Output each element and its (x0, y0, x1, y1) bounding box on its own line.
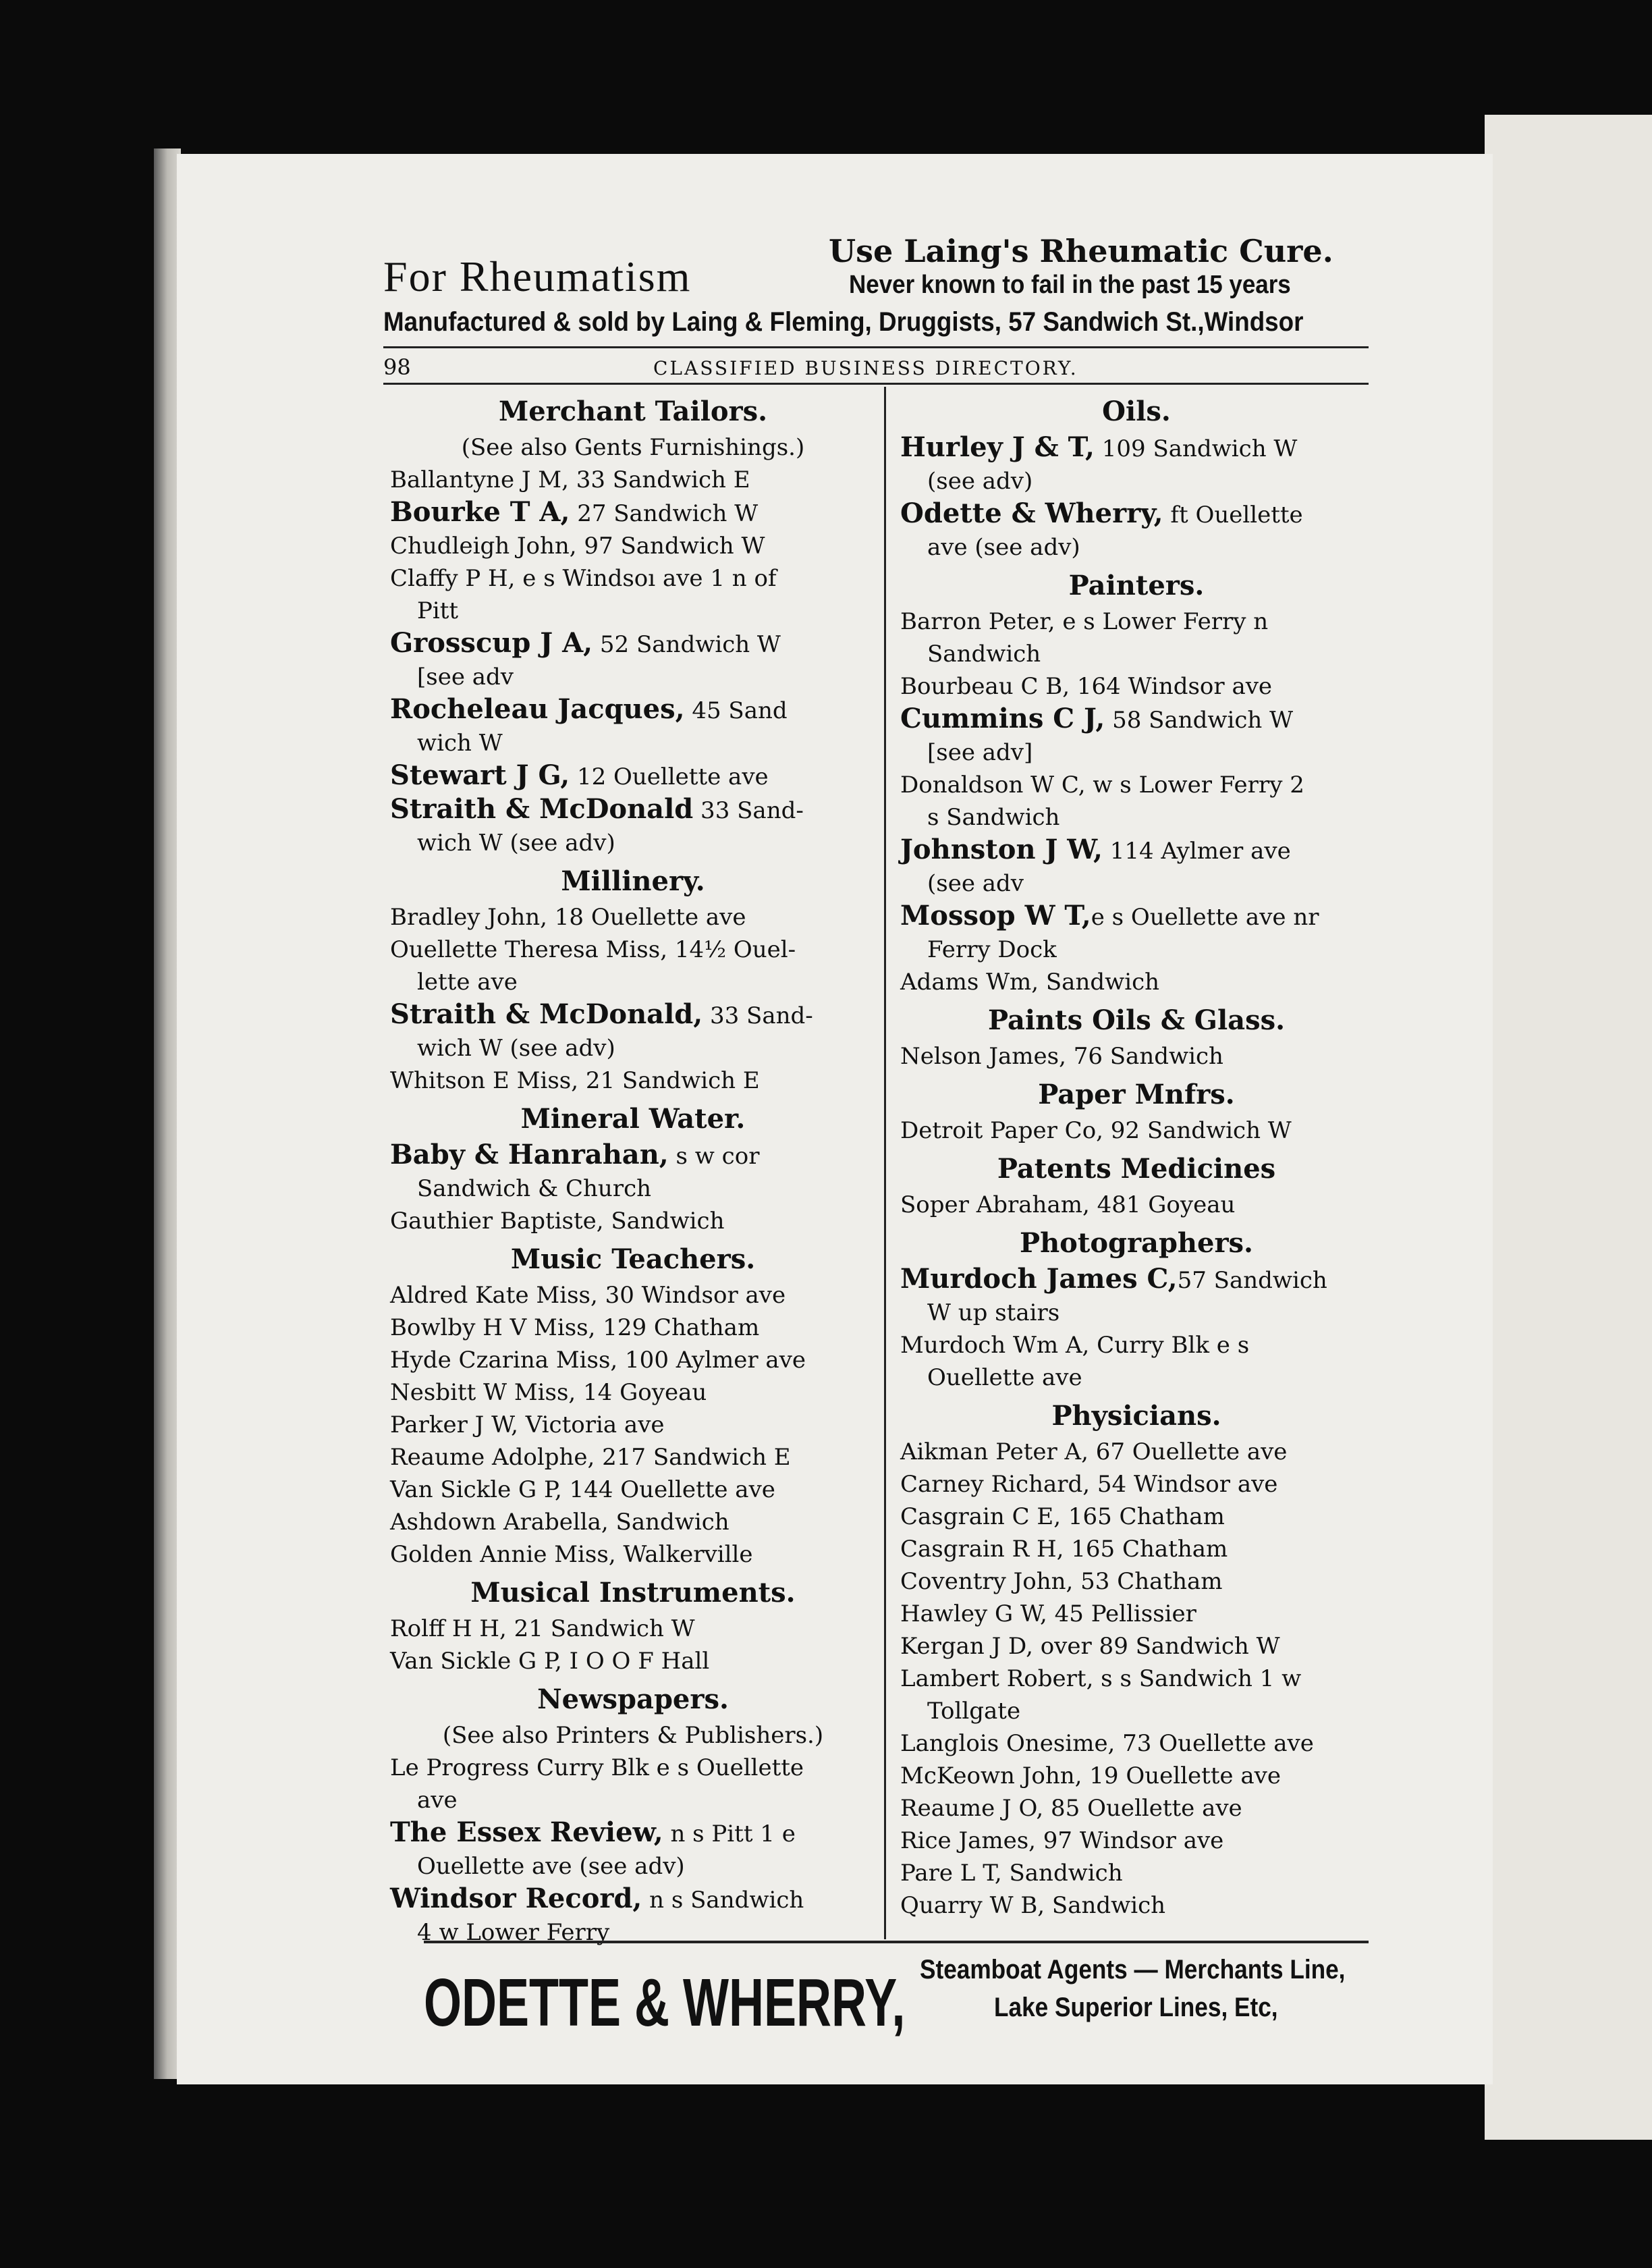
directory-entry: Bradley John, 18 Ouellette ave (390, 904, 746, 931)
ad-for-rheumatism: For Rheumatism (383, 252, 692, 300)
directory-entry (390, 562, 876, 627)
entry-address: 27 Sandwich W (570, 500, 759, 527)
entry-name: Hurley J & T, (900, 431, 1095, 463)
right-column (900, 389, 1373, 1922)
entry-continuation: s Sandwich (927, 804, 1060, 831)
ad-never-known: Never known to fail in the past 15 years (849, 271, 1291, 299)
ad-cure-headline: Use Laing's Rheumatic Cure. (829, 233, 1333, 269)
entry-continuation: [see adv (417, 664, 514, 691)
entry-continuation: wich W (see adv) (417, 830, 615, 857)
entry-name: The Essex Review, (390, 1816, 663, 1848)
entry-text: Lambert Robert, s s Sandwich 1 w (900, 1665, 1302, 1692)
directory-entry: Quarry W B, Sandwich (900, 1892, 1166, 1919)
directory-entry: Parker J W, Victoria ave (390, 1411, 665, 1438)
heading-merchant-tailors: Merchant Tailors. (498, 396, 768, 427)
entry-address: 114 Aylmer ave (1102, 838, 1291, 865)
page-header (383, 354, 1369, 384)
directory-entry (900, 497, 1373, 564)
entry-text: Le Progress Curry Blk e s Ouellette (390, 1754, 804, 1781)
directory-entry (390, 934, 876, 998)
footer-ad-rule (424, 1941, 1369, 1943)
heading-mineral-water: Mineral Water. (520, 1103, 746, 1135)
directory-entry: Van Sickle G P, I O O F Hall (390, 1648, 710, 1675)
heading-musical-instruments: Musical Instruments. (470, 1577, 796, 1609)
directory-entry (900, 1663, 1373, 1727)
see-also-note: (See also Gents Furnishings.) (461, 434, 805, 461)
entry-name: Windsor Record, (390, 1883, 642, 1914)
directory-entry (900, 1263, 1373, 1329)
entry-address: 109 Sandwich W (1094, 435, 1298, 462)
directory-entry (900, 769, 1373, 834)
directory-entry: Detroit Paper Co, 92 Sandwich W (900, 1117, 1292, 1144)
heading-physicians: Physicians. (1051, 1400, 1221, 1432)
directory-entry: Gauthier Baptiste, Sandwich (390, 1208, 725, 1235)
column-divider (884, 387, 886, 1939)
entry-text: Ouellette Theresa Miss, 14½ Ouel- (390, 936, 796, 963)
entry-text: Claffy P H, e s Windsoı ave 1 n of (390, 565, 777, 592)
directory-entry (900, 834, 1373, 900)
entry-continuation: Tollgate (927, 1698, 1021, 1725)
entry-continuation: Ouellette ave (927, 1364, 1082, 1391)
entry-name: Mossop W T, (900, 900, 1091, 932)
entry-continuation: wich W (see adv) (417, 1035, 615, 1062)
entry-continuation: [see adv] (927, 739, 1033, 766)
entry-continuation: Ouellette ave (see adv) (417, 1853, 685, 1880)
ad-manufacturer: Manufactured & sold by Laing & Fleming, Druggists, 57 Sandwich St.,Windsor (383, 307, 1304, 337)
directory-entry: Adams Wm, Sandwich (900, 969, 1160, 996)
directory-entry: Ashdown Arabella, Sandwich (390, 1509, 729, 1536)
directory-entry (390, 759, 876, 793)
directory-entry: Bourbeau C B, 164 Windsor ave (900, 673, 1273, 700)
entry-name: Grosscup J A, (390, 627, 593, 659)
entry-name: Stewart J G, (390, 759, 570, 791)
entry-continuation: Pitt (417, 597, 459, 624)
entry-address: ft Ouellette (1163, 502, 1303, 529)
entry-address: n s Pitt 1 e (663, 1820, 796, 1847)
directory-entry: Carney Richard, 54 Windsor ave (900, 1471, 1278, 1498)
directory-entry: Reaume Adolphe, 217 Sandwich E (390, 1444, 791, 1471)
entry-address: 12 Ouellette ave (570, 763, 769, 790)
see-also-note: (See also Printers & Publishers.) (442, 1722, 824, 1749)
entry-address: 33 Sand- (703, 1002, 813, 1029)
heading-patents-medicines: Patents Medicines (997, 1153, 1276, 1185)
directory-entry (900, 605, 1373, 670)
entry-continuation: 4 w Lower Ferry (417, 1919, 610, 1946)
heading-photographers: Photographers. (1020, 1227, 1253, 1259)
directory-entry: Whitson E Miss, 21 Sandwich E (390, 1067, 760, 1094)
directory-entry: Casgrain R H, 165 Chatham (900, 1536, 1228, 1563)
directory-entry (900, 431, 1373, 497)
entry-continuation: Sandwich (927, 641, 1041, 668)
entry-name: Cummins C J, (900, 703, 1105, 734)
directory-entry (390, 998, 876, 1064)
entry-text: Donaldson W C, w s Lower Ferry 2 (900, 772, 1304, 799)
directory-entry: Hyde Czarina Miss, 100 Aylmer ave (390, 1347, 806, 1374)
heading-paper-mnfrs: Paper Mnfrs. (1038, 1079, 1235, 1110)
entry-name: Straith & McDonald, (390, 998, 703, 1030)
entry-address: s w cor (668, 1143, 760, 1170)
entry-address: e s Ouellette ave nr (1091, 904, 1319, 931)
directory-entry (390, 693, 876, 759)
directory-entry (900, 900, 1373, 966)
page-content (383, 233, 1369, 2055)
entry-name: Johnston J W, (900, 834, 1103, 865)
entry-continuation: Sandwich & Church (417, 1175, 652, 1202)
rheumatism-ad (383, 233, 1369, 341)
directory-entry: Coventry John, 53 Chatham (900, 1568, 1223, 1595)
entry-name: Murdoch James C, (900, 1263, 1178, 1295)
ad-steamboat-agents: Steamboat Agents — Merchants Line, (920, 1955, 1346, 1985)
directory-entry (390, 1139, 876, 1205)
entry-address: 33 Sand- (693, 797, 804, 824)
entry-address: 45 Sand (684, 697, 788, 724)
directory-entry: McKeown John, 19 Ouellette ave (900, 1762, 1281, 1789)
entry-continuation: ave (417, 1787, 458, 1814)
directory-entry: Chudleigh John, 97 Sandwich W (390, 533, 765, 560)
entry-continuation: wich W (417, 730, 503, 757)
directory-entry (390, 793, 876, 859)
entry-continuation: lette ave (417, 969, 518, 996)
directory-entry: Nelson James, 76 Sandwich (900, 1043, 1223, 1070)
entry-address: 52 Sandwich W (593, 631, 781, 658)
ad-firm-name: ODETTE & WHERRY, (424, 1965, 906, 2041)
directory-entry: Van Sickle G P, 144 Ouellette ave (390, 1476, 775, 1503)
directory-entry (900, 1329, 1373, 1394)
entry-name: Straith & McDonald (390, 793, 694, 825)
directory-entry: Rolff H H, 21 Sandwich W (390, 1615, 695, 1642)
directory-entry: Nesbitt W Miss, 14 Goyeau (390, 1379, 707, 1406)
heading-music-teachers: Music Teachers. (510, 1243, 756, 1275)
directory-entry: Ballantyne J M, 33 Sandwich E (390, 466, 750, 493)
directory-entry: Soper Abraham, 481 Goyeau (900, 1191, 1236, 1218)
odette-wherry-ad (424, 1951, 1369, 2052)
directory-entry: Langlois Onesime, 73 Ouellette ave (900, 1730, 1314, 1757)
ad-rule (383, 346, 1369, 348)
entry-text: Barron Peter, e s Lower Ferry n (900, 608, 1269, 635)
heading-paints-oils-glass: Paints Oils & Glass. (987, 1004, 1286, 1036)
entry-name: Odette & Wherry, (900, 497, 1163, 529)
ad-lake-superior-lines: Lake Superior Lines, Etc, (994, 1993, 1278, 2022)
directory-entry (390, 1816, 876, 1883)
entry-address: n s Sandwich (642, 1887, 804, 1914)
heading-oils: Oils. (1102, 396, 1171, 427)
directory-entry: Aikman Peter A, 67 Ouellette ave (900, 1438, 1288, 1465)
header-rule (383, 383, 1369, 385)
directory-title: CLASSIFIED BUSINESS DIRECTORY. (653, 357, 1078, 379)
entry-continuation: ave (see adv) (927, 534, 1080, 561)
directory-entry: Casgrain C E, 165 Chatham (900, 1503, 1225, 1530)
entry-address: 58 Sandwich W (1105, 707, 1294, 734)
directory-entry: Aldred Kate Miss, 30 Windsor ave (390, 1282, 786, 1309)
entry-continuation: (see adv) (927, 468, 1033, 495)
entry-continuation: W up stairs (927, 1299, 1060, 1326)
heading-millinery: Millinery. (561, 865, 705, 897)
entry-name: Baby & Hanrahan, (390, 1139, 669, 1170)
entry-address: 57 Sandwich (1177, 1267, 1327, 1294)
directory-entry: Golden Annie Miss, Walkerville (390, 1541, 753, 1568)
directory-entry (390, 1752, 876, 1816)
adjacent-page (1485, 115, 1652, 2140)
entry-name: Bourke T A, (390, 496, 570, 528)
directory-entry: Bowlby H V Miss, 129 Chatham (390, 1314, 760, 1341)
entry-continuation: (see adv (927, 870, 1024, 897)
directory-entry: Hawley G W, 45 Pellissier (900, 1600, 1196, 1627)
directory-entry (390, 496, 876, 530)
heading-painters: Painters. (1068, 570, 1205, 601)
directory-entry: Reaume J O, 85 Ouellette ave (900, 1795, 1242, 1822)
directory-entry (390, 1883, 876, 1949)
directory-entry (900, 703, 1373, 769)
directory-entry: Pare L T, Sandwich (900, 1860, 1123, 1887)
entry-name: Rocheleau Jacques, (390, 693, 685, 725)
page-number: 98 (383, 354, 411, 380)
directory-entry (390, 627, 876, 693)
directory-entry: Rice James, 97 Windsor ave (900, 1827, 1224, 1854)
entry-continuation: Ferry Dock (927, 936, 1057, 963)
entry-text: Murdoch Wm A, Curry Blk e s (900, 1332, 1250, 1359)
directory-entry: Kergan J D, over 89 Sandwich W (900, 1633, 1280, 1660)
heading-newspapers: Newspapers. (537, 1683, 729, 1715)
left-column (390, 389, 876, 1949)
